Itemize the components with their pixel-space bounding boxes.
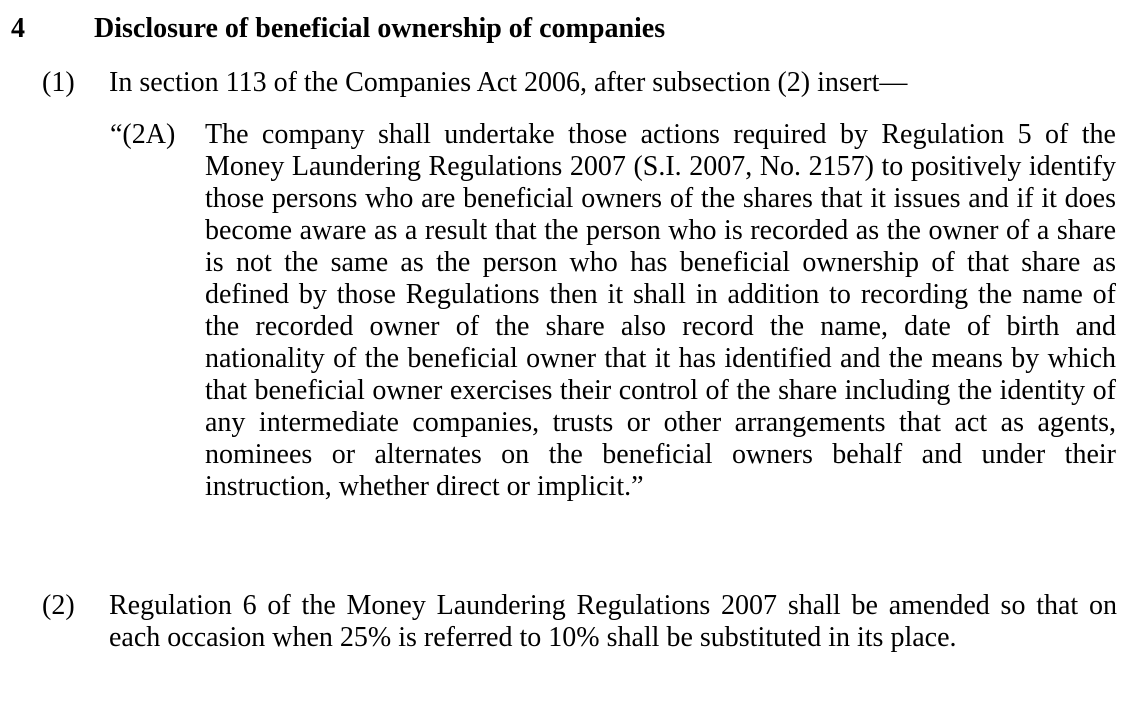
subsection-2-text: Regulation 6 of the Money Laundering Regulations 2007 shall be amended so that on each occasion when 25% is referred to 10% shall be substituted in its place. [109, 590, 1117, 653]
inserted-subsection-number: “(2A) [110, 119, 176, 150]
section-heading: Disclosure of beneficial ownership of companies [94, 13, 666, 44]
subsection-1-text: In section 113 of the Companies Act 2006, after subsection (2) insert— [109, 67, 908, 98]
subsection-2-number: (2) [42, 590, 75, 621]
section-number: 4 [11, 13, 25, 44]
inserted-subsection-text: The company shall undertake those actions required by Regulation 5 of the Money Laundering Regulations 2007 (S.I. 2007, No. 2157) to positively identify those persons who are beneficial owners of the shares that it issues and if it does become aware as a result that the person who is recorded as the owner of a share is not the same as the person who has beneficial ownership of that share as defined by those Regulations then it shall in addition to recording the name of the recorded owner of the share also record the name, date of birth and nationality of the beneficial owner that it has identified and the means by which that beneficial owner exercises their control of the share including the identity of any intermediate companies, trusts or other arrangements that act as agents, nominees or alternates on the beneficial owners behalf and under their instruction, whether direct or implicit.” [205, 119, 1116, 502]
subsection-1-number: (1) [42, 67, 75, 98]
